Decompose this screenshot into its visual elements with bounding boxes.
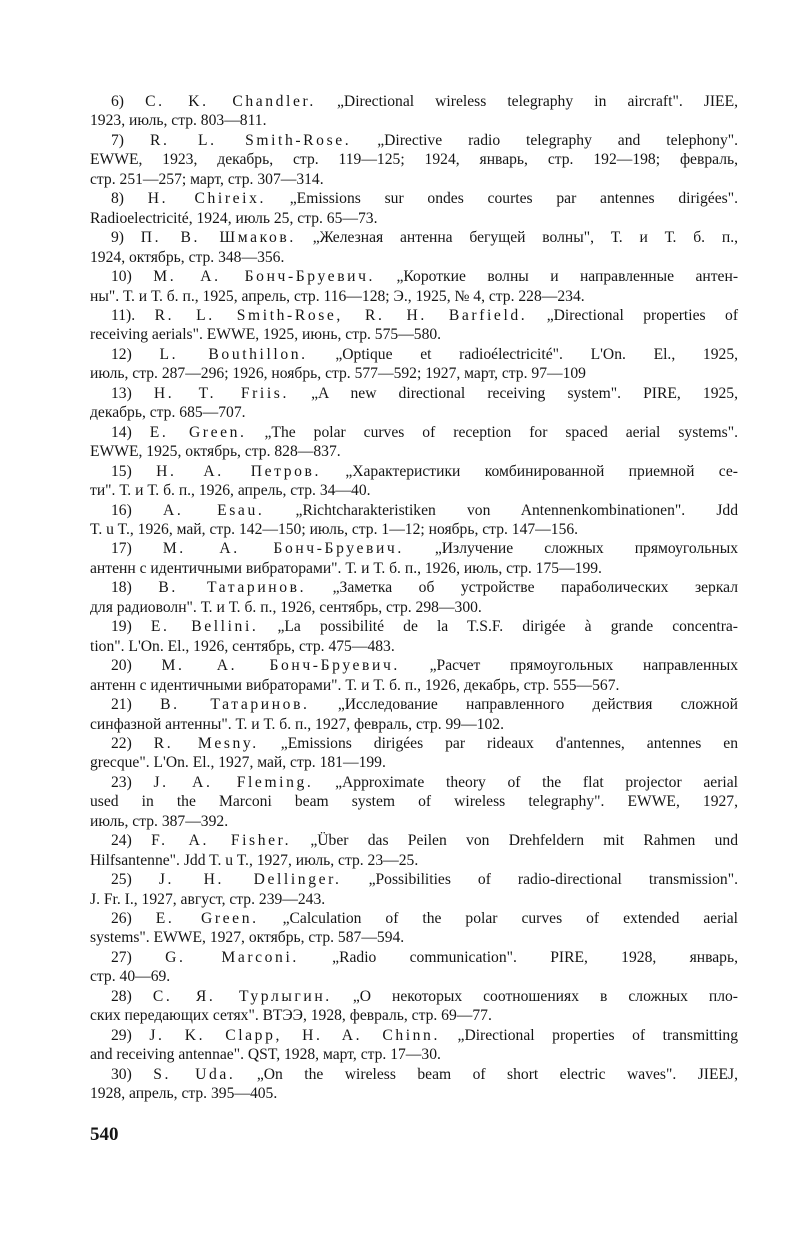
reference-text: „Emissions dirigées par rideaux d'antennes, antennes en [280, 734, 739, 752]
reference-author: R. L. Smith-Rose, R. H. Barfield. [154, 306, 528, 324]
reference-line: 1928, апрель, стр. 395—405. [90, 1085, 278, 1103]
reference-line [90, 695, 738, 714]
reference-number: 17) [111, 540, 132, 558]
reference-text: „Calculation of the polar curves of extended aerial [282, 910, 739, 928]
reference-entry [90, 1026, 738, 1065]
reference-entry [90, 423, 738, 462]
reference-entry [90, 131, 738, 189]
reference-text: „Заметка об устройстве параболических зеркал [332, 579, 739, 597]
reference-author: F. A. Fisher. [151, 832, 292, 850]
reference-author: H. T. Friis. [153, 384, 289, 402]
reference-line: receiving aerials". EWWE, 1925, июнь, стр. 575—580. [90, 326, 442, 344]
reference-text: „Расчет прямоугольных направленных [429, 657, 738, 675]
reference-entry [90, 462, 738, 501]
reference-entry [90, 228, 738, 267]
reference-number: 28) [111, 987, 132, 1005]
reference-text: „A new directional receiving system". PIRE, 1925, [311, 384, 739, 402]
reference-author: М. А. Бонч-Бруевич. [161, 657, 400, 675]
reference-author: C. K. Chandler. [145, 93, 316, 110]
reference-author: Н. А. Петров. [156, 462, 321, 480]
reference-author: E. Green. [155, 910, 259, 928]
reference-line: tion". L'On. El., 1926, сентябрь, стр. 475—483. [90, 637, 395, 655]
reference-entry [90, 539, 738, 578]
reference-line [90, 306, 738, 325]
reference-line [90, 501, 738, 520]
reference-author: С. Я. Турлыгин. [152, 987, 332, 1005]
reference-line: J. Fr. I., 1927, август, стр. 239—243. [90, 890, 326, 908]
reference-text: „Излучение сложных прямоугольных [434, 540, 739, 558]
reference-entry [90, 501, 738, 540]
reference-author: В. Татаринов. [158, 579, 307, 597]
reference-line [90, 462, 738, 481]
reference-line: Hilfsantenne". Jdd T. u T., 1927, июль, стр. 23—25. [90, 851, 419, 869]
reference-line: декабрь, стр. 685—707. [90, 404, 246, 422]
reference-line: ских передающих сетях". ВТЭЭ, 1928, февраль, стр. 69—77. [90, 1007, 492, 1025]
reference-entry [90, 695, 738, 734]
reference-text: „Über das Peilen von Drehfeldern mit Rahmen und [310, 832, 738, 850]
reference-text: „The polar curves of reception for spaced aerial systems". [264, 423, 738, 441]
reference-entry [90, 578, 738, 617]
reference-line [90, 384, 738, 403]
reference-line [90, 773, 738, 792]
reference-author: J. H. Dellinger. [158, 871, 342, 889]
reference-number: 14) [111, 423, 132, 441]
reference-line: стр. 40—69. [90, 968, 171, 986]
reference-number: 15) [111, 462, 132, 480]
reference-text: „La possibilité de la T.S.F. dirigée à grande concentra- [277, 618, 739, 636]
reference-number: 8) [111, 190, 124, 208]
reference-author: В. Татаринов. [160, 696, 310, 714]
reference-line [90, 656, 738, 675]
reference-line [90, 617, 738, 636]
reference-text: „Emissions sur ondes courtes par antennes dirigées". [289, 190, 738, 208]
reference-line: Radioelectricité, 1924, июль 25, стр. 65—73. [90, 209, 378, 227]
reference-line: systems". EWWE, 1927, октябрь, стр. 587—594. [90, 929, 405, 947]
reference-line: T. u T., 1926, май, стр. 142—150; июль, стр. 1—12; ноябрь, стр. 147—156. [90, 520, 579, 538]
reference-number: 9) [111, 229, 124, 247]
reference-text: „On the wireless beam of short electric waves". JIEEJ, [256, 1065, 738, 1083]
reference-number: 10) [111, 268, 132, 286]
reference-line: ти". Т. и Т. б. п., 1926, апрель, стр. 34—40. [90, 482, 371, 500]
reference-list [90, 92, 738, 1104]
reference-text: „Radio communication". PIRE, 1928, январь, [332, 948, 738, 966]
reference-line [90, 189, 738, 208]
reference-entry [90, 773, 738, 831]
reference-author: G. Marconi. [165, 948, 299, 966]
reference-text: „Directional properties of transmitting [457, 1026, 739, 1044]
reference-text: „Directional wireless telegraphy in aircraft". JIEE, [337, 93, 739, 110]
reference-line: ны". Т. и Т. б. п., 1925, апрель, стр. 116—128; Э., 1925, № 4, стр. 228—234. [90, 287, 585, 305]
reference-entry [90, 92, 738, 131]
reference-line [90, 1026, 738, 1045]
reference-line: июль, стр. 287—296; 1926, ноябрь, стр. 577—592; 1927, март, стр. 97—109 [90, 365, 586, 383]
reference-number: 16) [111, 501, 132, 519]
reference-author: R. L. Smith-Rose. [149, 131, 352, 149]
reference-line: стр. 251—257; март, стр. 307—314. [90, 170, 324, 188]
reference-line: июль, стр. 387—392. [90, 812, 229, 830]
reference-author: H. Chireix. [147, 190, 266, 208]
reference-entry [90, 617, 738, 656]
reference-number: 6) [111, 93, 124, 110]
reference-line: 1923, июль, стр. 803—811. [90, 112, 267, 130]
reference-entry [90, 345, 738, 384]
reference-line [90, 423, 738, 442]
reference-line [90, 987, 738, 1006]
reference-number: 20) [111, 657, 132, 675]
reference-number: 12) [111, 345, 132, 363]
reference-entry [90, 306, 738, 345]
reference-author: R. Mesny. [153, 734, 259, 752]
reference-number: 30) [111, 1065, 132, 1083]
reference-line [90, 909, 738, 928]
reference-number: 19) [111, 618, 132, 636]
reference-text: „Richtcharakteristiken von Antennenkombinationen". Jdd [295, 501, 738, 519]
reference-entry [90, 189, 738, 228]
reference-text: „Optique et radioélectricité". L'On. El., 1925, [335, 345, 739, 363]
reference-line: EWWE, 1925, октябрь, стр. 828—837. [90, 443, 341, 461]
reference-number: 29) [111, 1026, 132, 1044]
reference-line [90, 131, 738, 150]
reference-line [90, 92, 738, 111]
reference-number: 11). [111, 306, 136, 324]
reference-text: „О некоторых соотношениях в сложных пло- [352, 987, 738, 1005]
reference-entry [90, 831, 738, 870]
reference-number: 13) [111, 384, 132, 402]
page-number: 540 [90, 1124, 119, 1145]
reference-text: „Directive radio telegraphy and telephony". [377, 131, 738, 149]
reference-number: 18) [111, 579, 132, 597]
reference-line: синфазной антенны". Т. и Т. б. п., 1927, февраль, стр. 99—102. [90, 715, 504, 733]
reference-line: and receiving antennae". QST, 1928, март, стр. 17—30. [90, 1046, 441, 1064]
reference-number: 24) [111, 832, 132, 850]
reference-text: „Характеристики комбинированной приемной се- [345, 462, 738, 480]
reference-text: „Directional properties of [546, 306, 739, 324]
reference-entry [90, 987, 738, 1026]
reference-line [90, 870, 738, 889]
reference-entry [90, 909, 738, 948]
reference-entry [90, 267, 738, 306]
reference-text: „Короткие волны и направленные антен- [396, 268, 739, 286]
reference-number: 25) [111, 871, 132, 889]
reference-author: E. Bellini. [150, 618, 259, 636]
reference-line: used in the Marconi beam system of wireless telegraphy". EWWE, 1927, [90, 793, 738, 811]
reference-author: J. A. Fleming. [153, 773, 314, 791]
reference-author: L. Bouthillon. [159, 345, 308, 363]
reference-line [90, 734, 738, 753]
reference-text: „Исследование направленного действия сложной [337, 696, 738, 714]
reference-number: 23) [111, 773, 132, 791]
reference-author: М. А. Бонч-Бруевич. [162, 540, 404, 558]
reference-line: 1924, октябрь, стр. 348—356. [90, 248, 285, 266]
reference-number: 22) [111, 734, 132, 752]
reference-entry [90, 734, 738, 773]
reference-line: антенн с идентичными вибраторами". Т. и Т. б. п., 1926, декабрь, стр. 555—567. [90, 676, 620, 694]
reference-entry [90, 384, 738, 423]
reference-number: 26) [111, 910, 132, 928]
reference-line: для радиоволн". Т. и Т. б. п., 1926, сентябрь, стр. 298—300. [90, 598, 482, 616]
reference-entry [90, 870, 738, 909]
reference-line [90, 831, 738, 850]
reference-author: J. K. Clapp, H. A. Chinn. [149, 1026, 440, 1044]
reference-line [90, 1065, 738, 1084]
reference-author: A. Esau. [162, 501, 265, 519]
reference-author: S. Uda. [153, 1065, 236, 1083]
reference-author: М. А. Бонч-Бруевич. [153, 268, 376, 286]
reference-number: 7) [111, 131, 124, 149]
reference-author: П. В. Шмаков. [140, 229, 296, 247]
reference-line: антенн с идентичными вибраторами". Т. и Т. б. п., 1926, июль, стр. 175—199. [90, 559, 602, 577]
reference-line [90, 539, 738, 558]
reference-text: „Approximate theory of the flat projector aerial [335, 773, 738, 791]
reference-line [90, 267, 738, 286]
reference-number: 27) [111, 948, 132, 966]
reference-text: „Железная антенна бегущей волны", Т. и Т. б. п., [312, 229, 738, 247]
reference-line [90, 948, 738, 967]
reference-author: E. Green. [149, 423, 247, 441]
reference-line [90, 578, 738, 597]
reference-text: „Possibilities of radio-directional transmission". [368, 871, 738, 889]
reference-line [90, 228, 738, 247]
reference-line [90, 345, 738, 364]
reference-entry [90, 948, 738, 987]
reference-entry [90, 656, 738, 695]
reference-line: EWWE, 1923, декабрь, стр. 119—125; 1924, январь, стр. 192—198; февраль, [90, 151, 738, 169]
reference-line: grecque". L'On. El., 1927, май, стр. 181—199. [90, 754, 386, 772]
reference-number: 21) [111, 696, 132, 714]
reference-entry [90, 1065, 738, 1104]
